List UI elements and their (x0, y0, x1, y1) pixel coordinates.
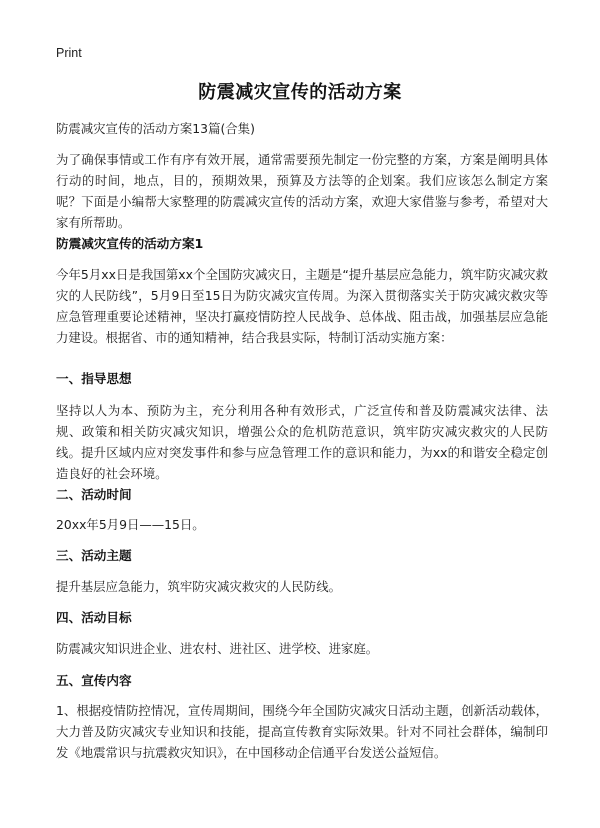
plan-1-paragraph (56, 264, 548, 348)
guiding-ideology-text: 坚持以人为本、预防为主，充分利用各种有效形式，广泛宣传和普及防震减灾法律、法规、政策和相关防灾减灾知识，增强公众的危机防范意识，筑牢防灾减灾救灾的人民防线。提升区域内应对突发事件和参与应急管理工作的意识和能力，为xx的和谐安全稳定创造良好的社会环境。 (56, 403, 548, 481)
activity-time-paragraph (56, 514, 548, 535)
plan-1-text: 今年5月xx日是我国第xx个全国防灾减灾日，主题是“提升基层应急能力，筑牢防灾减灾救灾的人民防线”，5月9日至15日为防灾减灾宣传周。为深入贯彻落实关于防灾减灾救灾等应急管理重要论述精神，坚决打赢疫情防控人民战争、总体战、阻击战，加强基层应急能力建设。根据省、市的通知精神，结合我县实际，特制订活动实施方案： (56, 267, 548, 345)
print-link[interactable]: Print (56, 46, 82, 60)
activity-goal-text: 防震减灾知识进企业、进农村、进社区、进学校、进家庭。 (56, 641, 379, 656)
heading-activity-goal: 四、活动目标 (56, 610, 132, 625)
intro-paragraph (56, 149, 548, 233)
subtitle-text: 防震减灾宣传的活动方案13篇(合集) (56, 121, 255, 136)
guiding-ideology-paragraph (56, 400, 548, 484)
publicity-content-text: 1、根据疫情防控情况，宣传周期间，围绕今年全国防灾减灾日活动主题，创新活动载体，大力普及防灾减灾专业知识和技能，提高宣传教育实际效果。针对不同社会群体，编制印发《地震常识与抗震救灾知识》，在中国移动企信通平台发送公益短信。 (56, 703, 548, 760)
document-subtitle (56, 118, 548, 139)
heading-guiding-ideology: 一、指导思想 (56, 371, 132, 386)
heading-publicity-content: 五、宣传内容 (56, 673, 132, 688)
heading-activity-time: 二、活动时间 (56, 487, 132, 502)
publicity-content-paragraph (56, 700, 548, 763)
heading-activity-theme: 三、活动主题 (56, 548, 132, 563)
intro-text: 为了确保事情或工作有序有效开展，通常需要预先制定一份完整的方案，方案是阐明具体行动的时间，地点，目的，预期效果，预算及方法等的企划案。我们应该怎么制定方案呢？下面是小编帮大家整理的防震减灾宣传的活动方案，欢迎大家借鉴与参考，希望对大家有所帮助。 (56, 152, 548, 230)
activity-goal-paragraph (56, 638, 548, 659)
activity-time-text: 20xx年5月9日——15日。 (56, 517, 205, 532)
page-title: 防震减灾宣传的活动方案 (198, 82, 402, 103)
section-heading-plan-1: 防震减灾宣传的活动方案1 (56, 236, 204, 251)
activity-theme-text: 提升基层应急能力，筑牢防灾减灾救灾的人民防线。 (56, 579, 341, 594)
activity-theme-paragraph (56, 576, 548, 597)
